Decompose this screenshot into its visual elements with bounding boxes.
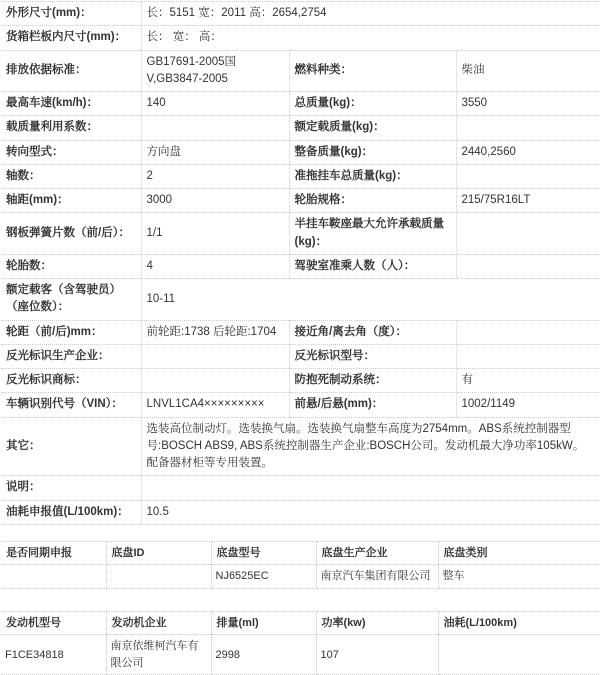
- spec-value: [141, 369, 289, 393]
- spec-label: 外形尺寸(mm)：: [1, 2, 141, 26]
- spec-label: 载质量利用系数：: [1, 116, 141, 140]
- engine-header-cell: 发动机型号: [1, 611, 106, 635]
- spec-row: [1, 500, 599, 524]
- spec-row: [1, 116, 599, 140]
- spec-row: [1, 417, 599, 476]
- spec-value: 有: [456, 369, 599, 393]
- chassis-data-row: [1, 565, 599, 589]
- spec-row: [1, 344, 599, 368]
- spec-label: 准拖挂车总质量(kg)：: [289, 164, 456, 188]
- spec-value: 10.5: [141, 500, 599, 524]
- chassis-header-cell: 底盘生产企业: [316, 541, 438, 565]
- spec-label: 反光标识生产企业：: [1, 344, 141, 368]
- spec-label: 燃料种类：: [289, 50, 456, 92]
- vehicle-spec-table: [1, 1, 599, 525]
- spec-label: 整备质量(kg)：: [289, 140, 456, 164]
- spec-row: [1, 213, 599, 255]
- spec-label: 轮胎数：: [1, 254, 141, 278]
- spec-row: [1, 393, 599, 417]
- chassis-header-cell: 底盘型号: [211, 541, 316, 565]
- chassis-header-cell: 是否同期申报: [1, 541, 106, 565]
- spec-value: 1/1: [141, 213, 289, 255]
- spec-row: [1, 476, 599, 500]
- spec-row: [1, 140, 599, 164]
- engine-cell: [438, 635, 599, 675]
- spec-label: 前悬/后悬(mm)：: [289, 393, 456, 417]
- spec-value: 选装高位制动灯。选装换气扇。选装换气扇整车高度为2754mm。ABS系统控制器型号:BOSCH ABS9, ABS系统控制器生产企业:BOSCH公司。发动机最大净功率105kW。配备器材柜等专用装置。: [141, 417, 599, 476]
- vehicle-spec-table-body: [1, 2, 599, 525]
- spec-value: 3550: [456, 92, 599, 116]
- chassis-cell: 南京汽车集团有限公司: [316, 565, 438, 589]
- spec-row: [1, 92, 599, 116]
- spec-label: 反光标识商标：: [1, 369, 141, 393]
- spec-value: 1002/1149: [456, 393, 599, 417]
- engine-header-cell: 功率(kw): [316, 611, 438, 635]
- chassis-cell: [1, 565, 106, 589]
- spec-value: 柴油: [456, 50, 599, 92]
- engine-cell: 南京依维柯汽车有限公司: [106, 635, 211, 675]
- spec-label: 钢板弹簧片数（前/后）：: [1, 213, 141, 255]
- spec-row: [1, 164, 599, 188]
- spec-label: 货箱栏板内尺寸(mm)：: [1, 26, 141, 50]
- spec-value: [141, 476, 599, 500]
- engine-header-row: [1, 611, 599, 635]
- chassis-cell: [106, 565, 211, 589]
- chassis-header-row: [1, 541, 599, 565]
- spec-label: 轴距(mm)：: [1, 189, 141, 213]
- spec-row: [1, 50, 599, 92]
- spec-label: 额定载质量(kg)：: [289, 116, 456, 140]
- spec-label: 反光标识型号：: [289, 344, 456, 368]
- chassis-cell: 整车: [438, 565, 599, 589]
- chassis-header-cell: 底盘类别: [438, 541, 599, 565]
- spec-value: [456, 213, 599, 255]
- spec-value: [456, 116, 599, 140]
- spec-row: [1, 279, 599, 321]
- spec-row: [1, 254, 599, 278]
- chassis-header-cell: 底盘ID: [106, 541, 211, 565]
- spec-value: 2440,2560: [456, 140, 599, 164]
- spec-value: 长：5151 宽：2011 高：2654,2754: [141, 2, 599, 26]
- engine-cell: 107: [316, 635, 438, 675]
- spec-label: 排放依据标准：: [1, 50, 141, 92]
- spec-row: [1, 189, 599, 213]
- spec-value: 215/75R16LT: [456, 189, 599, 213]
- spec-value: 4: [141, 254, 289, 278]
- spec-label: 防抱死制动系统：: [289, 369, 456, 393]
- spec-label: 轮距（前/后)mm：: [1, 320, 141, 344]
- engine-cell: 2998: [211, 635, 316, 675]
- spec-label: 总质量(kg)：: [289, 92, 456, 116]
- spec-value: 140: [141, 92, 289, 116]
- spec-label: 车辆识别代号（VIN）：: [1, 393, 141, 417]
- spec-value: [456, 164, 599, 188]
- spec-value: 3000: [141, 189, 289, 213]
- spec-value: [456, 344, 599, 368]
- spec-label: 油耗申报值(L/100km)：: [1, 500, 141, 524]
- spec-label: 额定载客（含驾驶员）（座位数）：: [1, 279, 141, 321]
- spec-label: 轮胎规格：: [289, 189, 456, 213]
- spec-label: 驾驶室准乘人数（人）：: [289, 254, 456, 278]
- spec-value: 前轮距:1738 后轮距:1704: [141, 320, 289, 344]
- spec-value: LNVL1CA4×××××××××: [141, 393, 289, 417]
- spec-value: [141, 116, 289, 140]
- spec-value: 10-11: [141, 279, 599, 321]
- spec-label: 轴数：: [1, 164, 141, 188]
- spec-label: 说明：: [1, 476, 141, 500]
- engine-header-cell: 发动机企业: [106, 611, 211, 635]
- spec-row: [1, 2, 599, 26]
- chassis-cell: NJ6525EC: [211, 565, 316, 589]
- engine-data-row: [1, 635, 599, 675]
- chassis-table: [1, 541, 599, 589]
- spec-label: 接近角/离去角（度）：: [289, 320, 456, 344]
- spec-value: 方向盘: [141, 140, 289, 164]
- spec-label: 其它：: [1, 417, 141, 476]
- spec-row: [1, 320, 599, 344]
- spec-label: 最高车速(km/h)：: [1, 92, 141, 116]
- engine-table: [1, 611, 599, 675]
- spec-value: GB17691-2005国V,GB3847-2005: [141, 50, 289, 92]
- engine-cell: F1CE34818: [1, 635, 106, 675]
- spec-row: [1, 369, 599, 393]
- spec-value: [456, 254, 599, 278]
- spec-value: [456, 320, 599, 344]
- spec-value: 2: [141, 164, 289, 188]
- spec-value: 长： 宽： 高：: [141, 26, 599, 50]
- chassis-table-body: [1, 541, 599, 588]
- engine-header-cell: 油耗(L/100km): [438, 611, 599, 635]
- engine-table-body: [1, 611, 599, 675]
- spec-value: [141, 344, 289, 368]
- engine-header-cell: 排量(ml): [211, 611, 316, 635]
- spec-label: 转向型式：: [1, 140, 141, 164]
- spec-label: 半挂车鞍座最大允许承载质量(kg)：: [289, 213, 456, 255]
- spec-row: [1, 26, 599, 50]
